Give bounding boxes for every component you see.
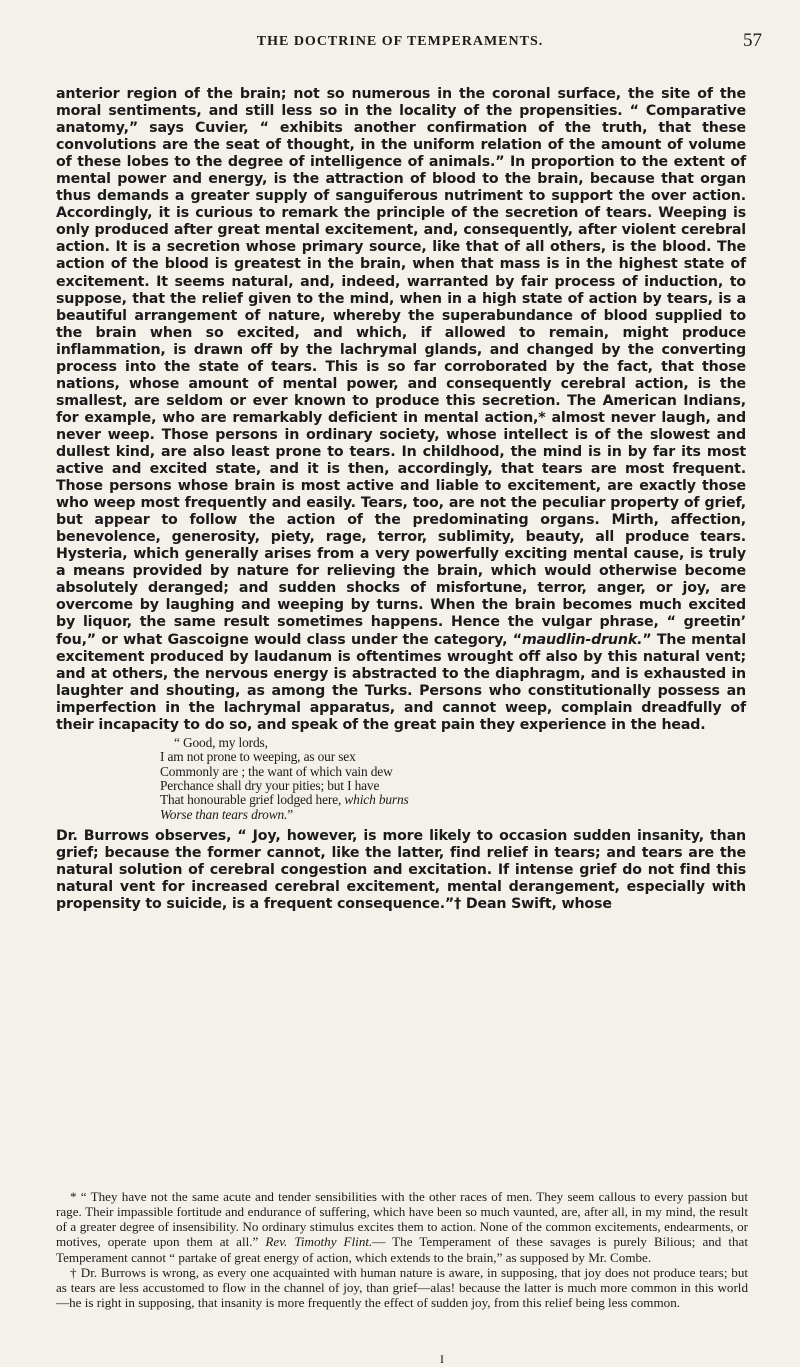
paragraph-tears-text: anterior region of the brain; not so numerous in the coronal surface, the site of the moral sentiments, and still less so in the locality of the propensities. “ Comparative anatomy,” says Cuvier, “ exhibits another confirmation of the truth, that these convolutions are the seat of thought, in the uniform relation of the amount of volume of these lobes to the degree of intelligence of animals.” In proportion to the extent of mental power and energy, is the attraction of blood to the brain, because that organ thus demands a greater supply of sanguiferous nutriment to support the over action. Accordingly, it is curious to remark the principle of the secretion of tears. Weeping is only produced after great mental excitement, and, consequently, after violent cerebral action. It is a secretion whose primary source, like that of all others, is the blood. The action of the blood is greatest in the brain, when that mass is in the highest state of excitement. It seems natural, and, indeed, warranted by fair process of induction, to suppose, that the relief given to the mind, when in a high state of action by tears, is a beautiful arrangement of nature, whereby the superabundance of blood supplied to the brain when so excited, and which, if allowed to remain, might produce inflammation, is drawn off by the lachrymal glands, and changed by the converting process into the state of tears. This is so far corroborated by the fact, that those nations, whose amount of mental power, and consequently cerebral action, is the smallest, are seldom or ever known to produce this secretion. The American Indians, for example, who are remarkably deficient in mental action,* almost never laugh, and never weep. Those persons in ordinary society, whose intellect is of the slowest and dullest kind, are also least prone to tears. In childhood, the mind is in by far its most active and excited state, and it is then, accordingly, that tears are most frequent. Those persons whose brain is most active and liable to excitement, are exactly those who weep most frequently and easily. Tears, too, are not the peculiar property of grief, but appear to follow the action of the predominating organs. Mirth, affection, benevolence, generosity, piety, rage, terror, sublimity, beauty, all produce tears. Hysteria, which generally arises from a very powerfully exciting mental cause, is truly a means provided by nature for relieving the brain, which would otherwise become absolutely deranged; and sudden shocks of misfortune, terror, anger, or joy, are overcome by laughing and weeping by turns. When the brain becomes much excited by liquor, the same result sometimes happens. Hence the vulgar phrase, “ greetin’ fou,” or what Gascoigne would class under the category, “ xyxy=(56,86,746,648)
verse-line: Perchance shall dry your pities; but I have xyxy=(160,778,380,793)
verse-line: Commonly are ; the want of which vain dew xyxy=(160,763,393,779)
verse-line xyxy=(160,808,746,822)
maudlin-drunk-phrase: maudlin-drunk. xyxy=(521,631,643,648)
verse-line xyxy=(160,793,746,807)
footnotes xyxy=(56,1189,748,1310)
verse-line-italic: which burns xyxy=(344,792,409,808)
footnote-dagger: † Dr. Burrows is wrong, as every one acquainted with human nature is aware, in supposing, that joy does not produce tears; but as tears are less accustomed to flow in the channel of joy, than grief—alas! because the latter is much more common in this world—he is right in supposing, that insanity is more frequently the effect of sudden joy, from this relief being less common. xyxy=(56,1264,748,1311)
verse-line-text: That honourable grief lodged here, xyxy=(160,792,345,808)
footnote-star xyxy=(56,1189,748,1265)
footnote-star-text-cont: — The Temperament of these savages is purely Bilious; and that Temperament cannot “ partake of great energy of action, which extends to the brain,” as supposed by Mr. Combe. xyxy=(56,1234,749,1265)
body-text xyxy=(56,86,746,913)
verse-quote xyxy=(160,736,746,822)
paragraph-tears xyxy=(56,86,746,734)
verse-line-italic: Worse than tears drown. xyxy=(160,806,288,822)
footnote-star-text: * “ They have not the same acute and tender sensibilities with the other races of men. They seem callous to every passion but rage. Their impassible fortitude and endurance of suffering, which have been so much vaunted, are, after all, in my mind, the result of a greater degree of insensibility. No ordinary stimulus excites them to action. None of the common excitements, endearments, or motives, operate upon them at all.” xyxy=(56,1189,748,1250)
verse-line: “ Good, my lords, xyxy=(174,734,268,750)
running-head xyxy=(80,30,762,54)
page-number: 57 xyxy=(743,30,762,51)
footnote-star-citation: Rev. Timothy Flint. xyxy=(265,1234,373,1250)
paragraph-burrows: Dr. Burrows observes, “ Joy, however, is more likely to occasion sudden insanity, than grief; because the former cannot, like the latter, find relief in tears; and tears are the natural solution of cerebral congestion and excitation. If intense grief do not find this natural vent for increased cerebral excitement, mental derangement, especially with propensity to suicide, is a frequent consequence.”† Dean Swift, whose xyxy=(56,828,746,913)
signature-mark: I xyxy=(440,1352,444,1366)
verse-line: I am not prone to weeping, as our sex xyxy=(160,749,356,765)
running-title: THE DOCTRINE OF TEMPERAMENTS. xyxy=(256,34,544,49)
paragraph-tears-text-cont: ” The mental excitement produced by laudanum is oftentimes wrought off also by this natural vent; and at others, the nervous energy is abstracted to the diaphragm, and is exhausted in laughter and shouting, as among the Turks. Persons who constitutionally possess an imperfection in the lachrymal apparatus, and cannot weep, complain dreadfully of their incapacity to do so, and speak of the great pain they experience in the head. xyxy=(56,631,747,733)
verse-line-close: ” xyxy=(287,806,294,822)
